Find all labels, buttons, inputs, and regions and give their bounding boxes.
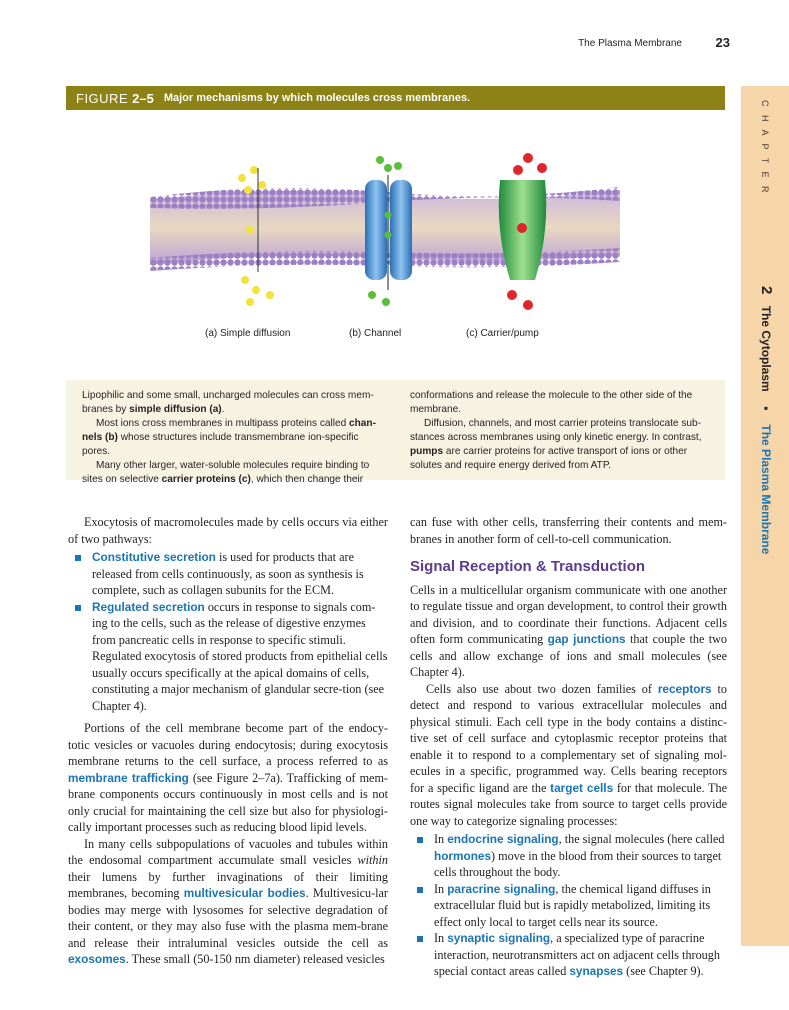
list-item: Regulated secretion occurs in response to signals com-ing to the cells, such as the release of digestive enzymes from pancreatic cells in response to specific stimuli. Regulated exocytosis of stored products from epithelial cells usually occurs specifically at the apical domains of cells, constituting a major mechanism of glandular secre-tion (see Chapter 4). (68, 599, 388, 715)
chapter-number: 2 (758, 286, 775, 295)
signaling-list (410, 831, 727, 980)
right-text-column (410, 514, 727, 986)
chapter-title: The Cytoplasm (759, 305, 773, 392)
membrane-diagram (150, 140, 620, 325)
paragraph: Cells in a multicellular organism communicate with one another to regulate tissue and organ development, to control their growth and division, and to coordinate their functions. Adjacent cells often form communicating gap junctions that couple the two cells and allow exchange of ions and small molecules (see Chapter 4). (410, 582, 727, 679)
list-item: In endocrine signaling, the signal molecules (here called hormones) move in the blood from their sources to target cells throughout the body. (410, 831, 727, 881)
figure-title: Major mechanisms by which molecules cross membranes. (163, 92, 471, 104)
chapter-sidebar (741, 86, 789, 946)
paragraph: Exocytosis of macromolecules made by cells occurs via either of two pathways: (68, 515, 388, 546)
figure-caption (66, 380, 725, 485)
panel-label-carrier: (c) Carrier/pump (466, 328, 539, 339)
list-item: Constitutive secretion is used for products that are released from cells continuously, as soon as synthesis is complete, such as collagen subunits for the ECM. (68, 549, 388, 599)
panel-label-diffusion: (a) Simple diffusion (205, 328, 291, 339)
caption-column-2: conformations and release the molecule to the other side of the membrane. Diffusion, channels, and most carrier proteins translocate sub-stances across membranes using only kinetic energy. In contrast, pumps are carrier proteins for active transport of ions or other solutes and require energy derived from ATP. (410, 390, 702, 471)
paragraph: Cells also use about two dozen families of receptors to detect and respond to various extracellular molecules and physical stimuli. Each cell type in the body contains a distinc-tive set of cell surface and cytoplasmic receptor proteins that enable it to respond to a complementary set of signaling mol-ecules in a specific, programmed way. Cells bearing receptors for a specific ligand are the target cells for that molecule. The routes signal molecules take from source to target cells provide one way to categorize signaling processes: (410, 681, 728, 828)
list-item: In paracrine signaling, the chemical ligand diffuses in extracellular fluid but is rapidly metabolized, limiting its effect only local to target cells near its source. (410, 881, 727, 931)
figure-label-number: 2–5 (132, 90, 154, 106)
left-text-column (68, 514, 388, 968)
paragraph: In many cells subpopulations of vacuoles and tubules within the endosomal compartment accumulate small vesicles within their lumens by further invaginations of their limiting membranes, becoming multivesicular bodies. Multivesicu-lar bodies may merge with lysosomes for selective degradation of their content, or they may also fuse with the plasma mem-brane and release their intraluminal vesicles outside the cell as exosomes. These small (50-150 nm diameter) released vesicles (68, 836, 388, 966)
chapter-separator: ▪ (759, 401, 773, 416)
chapter-tab-text (758, 286, 775, 554)
chapter-word: C H A P T E R (760, 100, 770, 196)
panel-label-channel: (b) Channel (349, 328, 402, 339)
caption-column-1: Lipophilic and some small, uncharged molecules can cross mem-branes by simple diffusion (a). Most ions cross membranes in multipass proteins called chan-nels (b) whose structures include transmembrane ion-specific pores. Many other larger, water-soluble molecules require binding to sites on selective carrier proteins (c), which then change their (82, 390, 376, 485)
membrane-illustration (150, 140, 620, 355)
page-number: 23 (715, 35, 730, 50)
paragraph: Portions of the cell membrane become part of the endocy-totic vesicles or vacuoles during endocytosis; during exocytosis membrane returns to the cell surface, a process referred to as membrane trafficking (see Figure 2–7a). Trafficking of mem-brane components occurs continuously in most cells and is not only crucial for maintaining the cell size but also for physiologi-cally important processes such as reducing blood lipid levels. (68, 721, 388, 834)
section-title: The Plasma Membrane (759, 424, 773, 555)
carrier-pump-protein (499, 153, 547, 310)
secretion-list (68, 549, 388, 714)
figure-label-word: FIGURE (76, 90, 129, 106)
paragraph: can fuse with other cells, transferring their contents and mem-branes in another form of cell-to-cell communication. (410, 515, 727, 546)
list-item: In synaptic signaling, a specialized type of paracrine interaction, neurotransmitters act on adjacent cells through special contact areas called synapses (see Chapter 9). (410, 930, 727, 980)
section-heading: Signal Reception & Transduction (410, 558, 646, 575)
channel-protein (365, 156, 412, 306)
figure-title-bar (66, 86, 725, 110)
running-head-title: The Plasma Membrane (578, 38, 682, 49)
